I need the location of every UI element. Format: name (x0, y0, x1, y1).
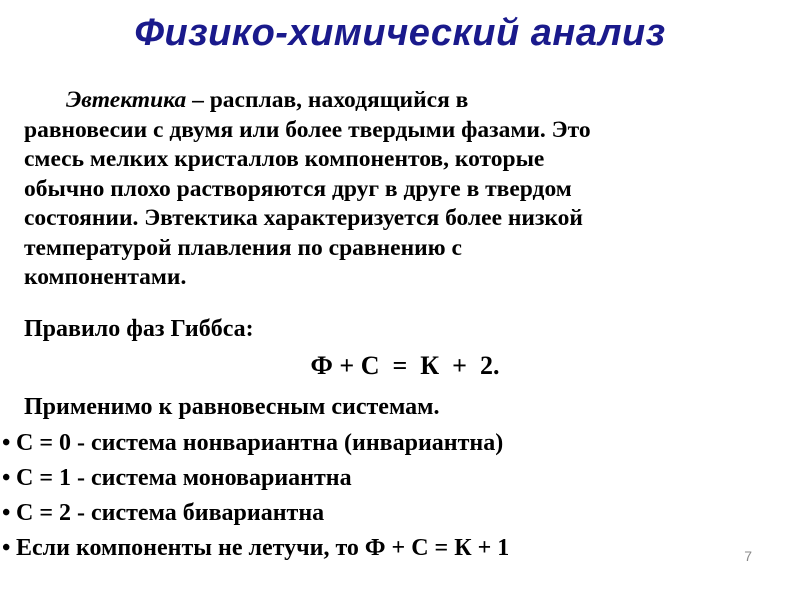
definition-line-2: равновесии с двумя или более твердыми фазами. Это (24, 116, 591, 143)
bullet-item (2, 426, 782, 461)
definition-line-3: смесь мелких кристаллов компонентов, которые (24, 146, 545, 172)
bullet-item (2, 531, 782, 566)
bullet-text: С = 2 - система бивариантна (16, 500, 325, 526)
bullet-item (2, 461, 782, 496)
definition-paragraph (24, 86, 784, 293)
definition-term: Эвтектика (66, 87, 187, 113)
gibbs-rule-heading: Правило фаз Гиббса: (24, 316, 254, 342)
slide-title: Физико-химический анализ (134, 12, 666, 54)
definition-line-1-rest: – расплав, находящийся в (186, 87, 469, 113)
bullet-list (2, 426, 782, 566)
definition-line-7: компонентами. (24, 264, 187, 290)
definition-line-4: обычно плохо растворяются друг в друге в твердом (24, 175, 572, 202)
bullet-dot-icon: • (2, 500, 11, 526)
bullet-dot-icon: • (2, 535, 11, 561)
bullet-text: С = 0 - система нонвариантна (инвариантна) (16, 430, 504, 456)
bullet-text: С = 1 - система моновариантна (16, 465, 352, 491)
bullet-item (2, 496, 782, 531)
page-number: 7 (744, 548, 752, 564)
definition-line-5: состоянии. Эвтектика характеризуется более низкой (24, 205, 583, 231)
bullet-dot-icon: • (2, 430, 11, 456)
gibbs-formula: Ф + С = К + 2. (310, 351, 500, 380)
definition-line-6: температурой плавления по сравнению с (24, 234, 462, 261)
bullet-text: Если компоненты не летучи, то Ф + С = К + 1 (16, 535, 510, 561)
bullet-dot-icon: • (2, 465, 11, 491)
definition-line-1 (24, 86, 784, 116)
applicability-note: Применимо к равновесным системам. (24, 394, 440, 420)
